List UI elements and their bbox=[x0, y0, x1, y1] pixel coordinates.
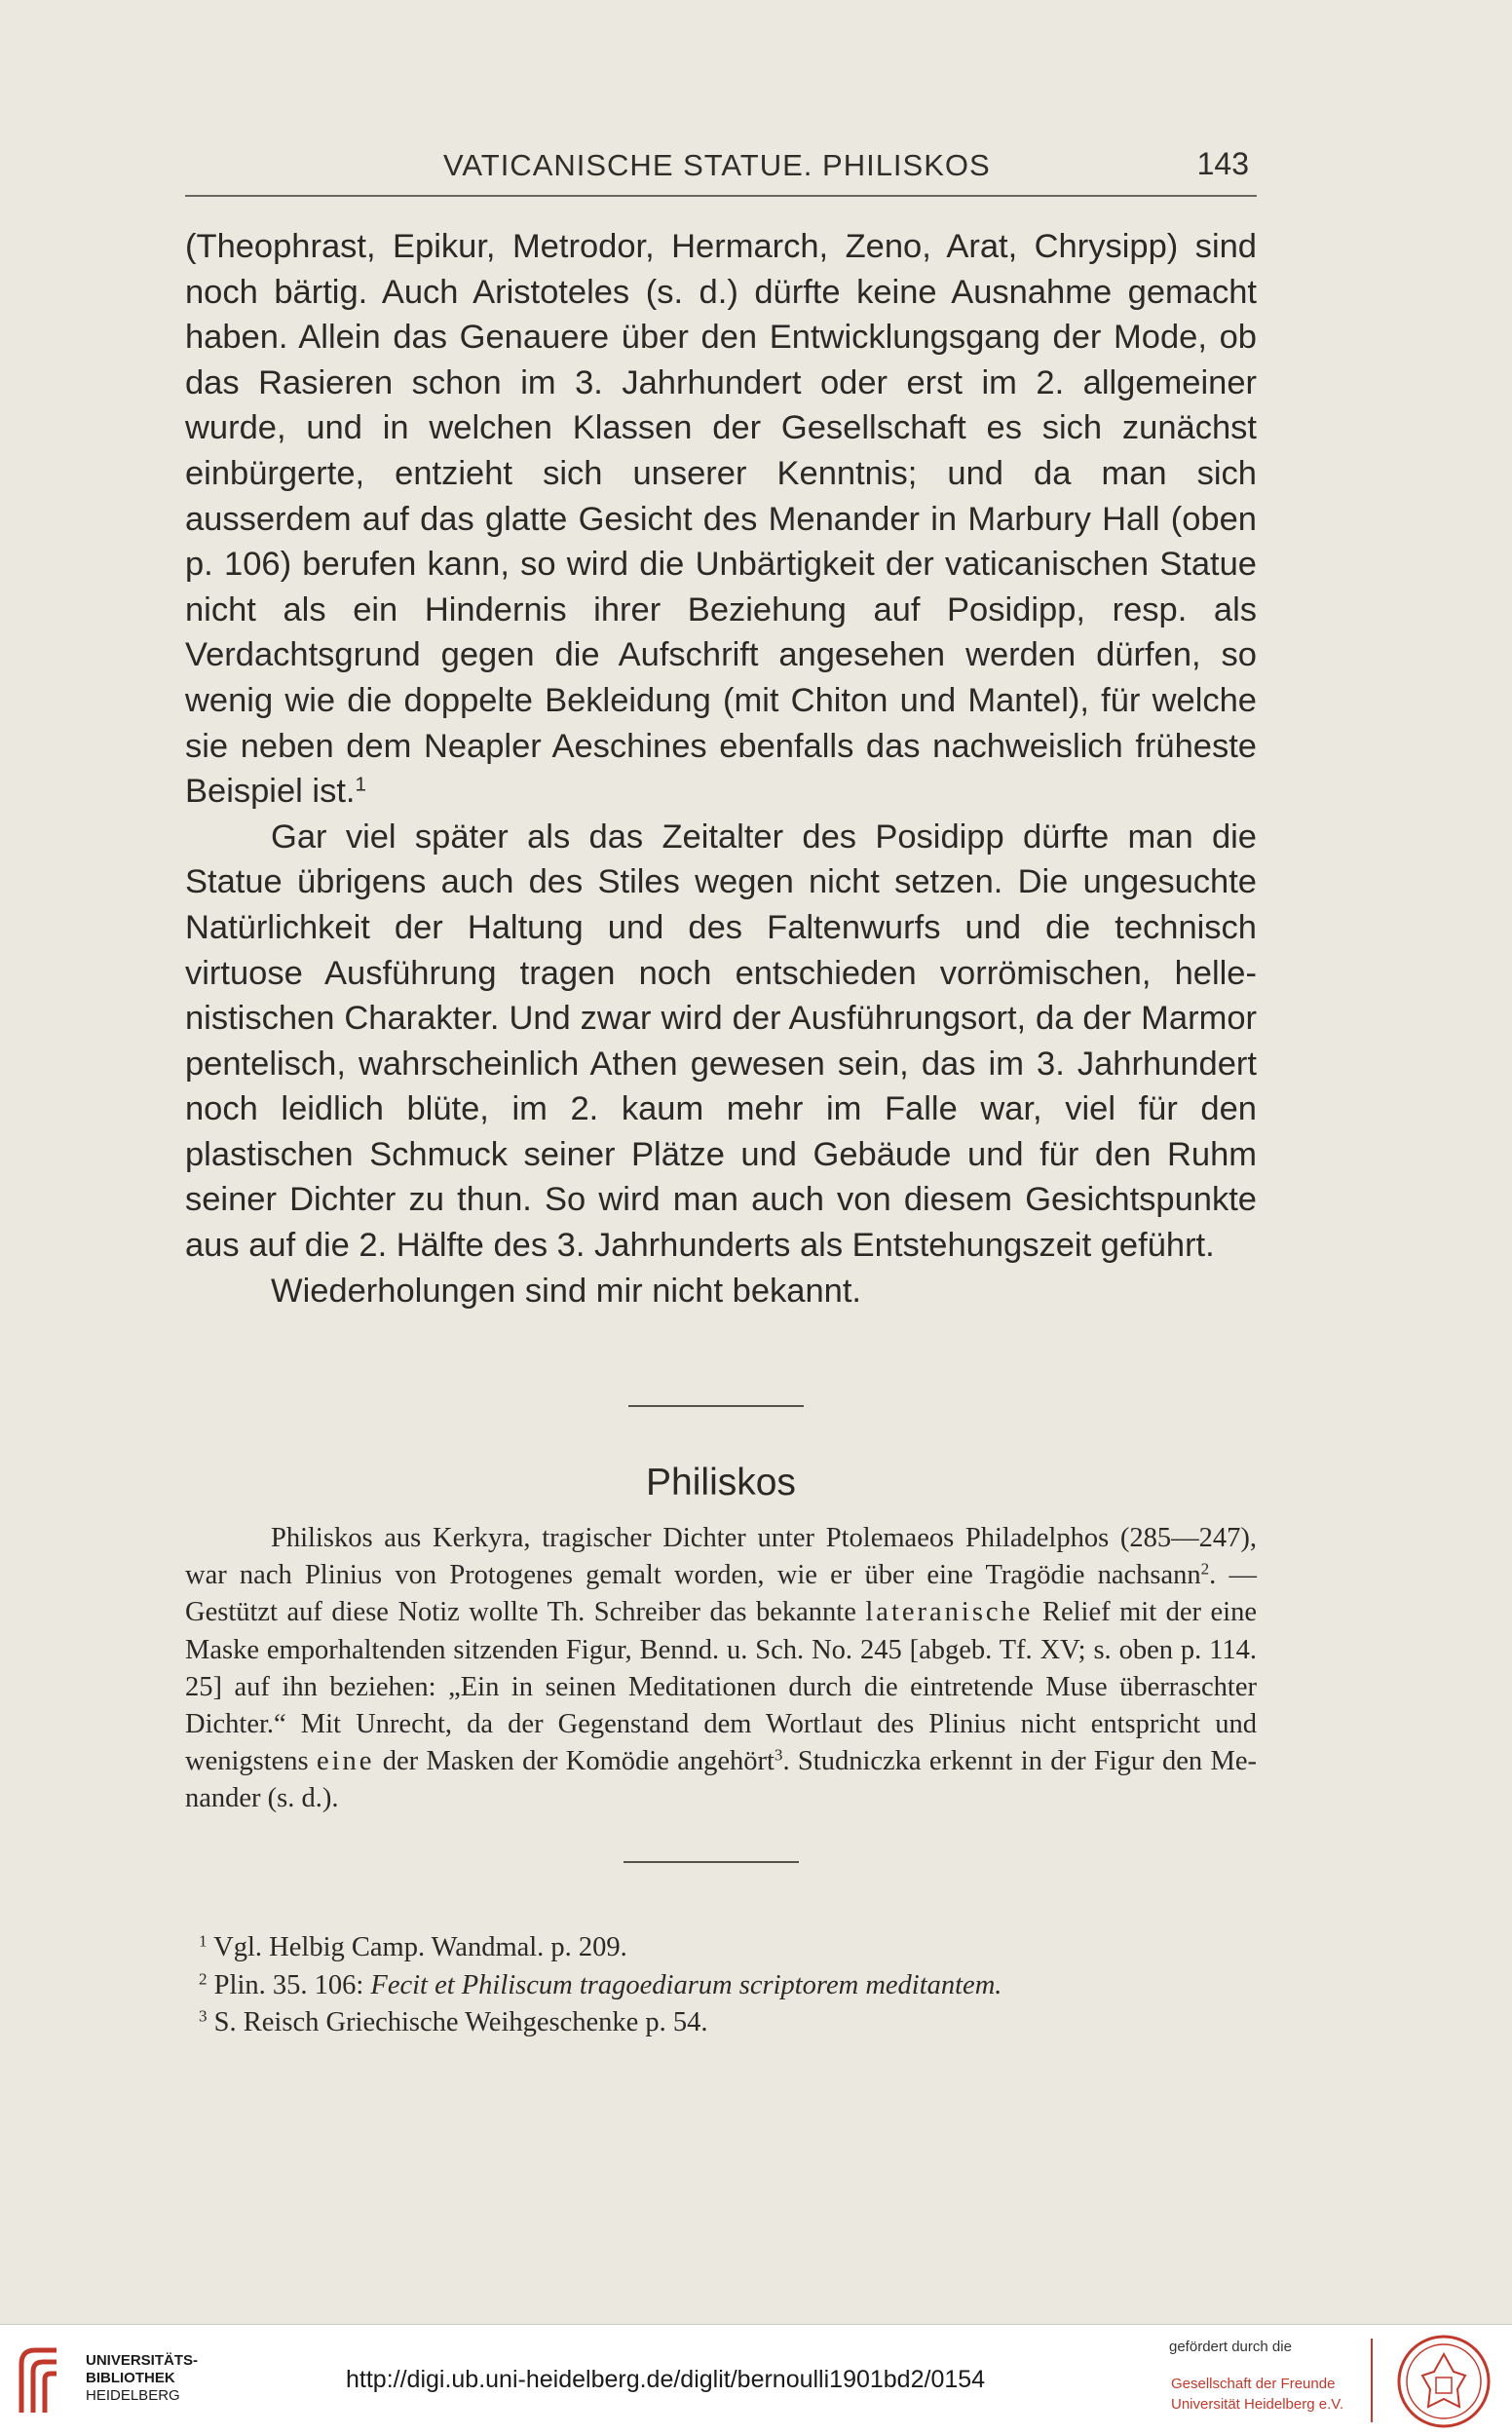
footnote-ref-1: 1 bbox=[355, 773, 367, 796]
body-text bbox=[185, 224, 1257, 1313]
running-title: VATICANISCHE STATUE. PHILISKOS bbox=[443, 148, 991, 182]
footnote-text: S. Reisch Griechische Weihgeschenke p. 54. bbox=[213, 2007, 708, 2037]
sponsor-line-2: Universität Heidelberg e.V. bbox=[1171, 2396, 1344, 2413]
footnote-ref-3: 3 bbox=[774, 1745, 783, 1765]
sponsor-line-1: Gesellschaft der Freunde bbox=[1171, 2376, 1336, 2392]
section-text-a: Philiskos aus Kerkyra, tragischer Dichter unter Ptolemaeos Philadelphos (285—247), war nach Plinius von Protogenes gemalt worden, wie er über eine Tragödie nachsann bbox=[185, 1523, 1257, 1591]
paragraph-1 bbox=[185, 224, 1257, 815]
section-paragraph bbox=[185, 1520, 1257, 1818]
section-spaced-a: lateranische bbox=[865, 1597, 1034, 1628]
paragraph-3: Wiederholungen sind mir nicht bekannt. bbox=[271, 1272, 862, 1310]
section-text-c: Relief mit der eine Maske emporhaltenden sitzenden Figur, Bennd. u. Sch. No. 245 [abgeb. Tf. XV; s. oben p. 114. 25] auf ihn beziehen: „Ein in seinen Meditationen durch die eintretende Muse überraschter Dichter.“ Mit Unrecht, da der Gegenstand dem Wortlaut des Plinius nicht entspricht und wenigstens bbox=[185, 1597, 1257, 1777]
footnote-1 bbox=[185, 1929, 1257, 1967]
library-line-2: BIBLIOTHEK bbox=[86, 2370, 175, 2386]
section-heading: Philiskos bbox=[646, 1462, 796, 1503]
page-number: 143 bbox=[1196, 146, 1249, 181]
footer-divider bbox=[1371, 2339, 1373, 2422]
university-seal-icon bbox=[1395, 2333, 1493, 2430]
footnote-2 bbox=[185, 1967, 1257, 2005]
footnote-italic-text: Fecit et Philiscum tragoediarum scriptorem meditantem. bbox=[370, 1969, 1002, 2000]
paragraph-1-text: (Theophrast, Epikur, Metrodor, Hermarch, Zeno, Arat, Chrysipp) sind noch bärtig. Auch Aristoteles (s. d.) dürfte keine Ausnahme gemacht haben. Allein das Genauere über den Entwicklungsgang der Mode, ob das Rasieren schon im 3. Jahrhundert oder erst im 2. allgemeiner wurde, und in welchen Klassen der Gesellschaft es sich zunächst einbürgerte, entzieht sich unserer Kenntnis; und da man sich ausserdem auf das glatte Gesicht des Menander in Marbury Hall (oben p. 106) berufen kann, so wird die Unbärtigkeit der vaticanischen Statue nicht als ein Hindernis ihrer Beziehung auf Posidipp, resp. als Verdachtsgrund gegen die Aufschrift angesehen werden dürfen, so wenig wie die doppelte Bekleidung (mit Chiton und Mantel), für welche sie neben dem Neapler Aeschines ebenfalls das nachweislich früheste Beispiel ist. bbox=[185, 228, 1257, 811]
footnote-text: Plin. 35. 106: bbox=[213, 1969, 371, 2000]
footnote-mark: 2 bbox=[199, 1969, 208, 1989]
section-divider bbox=[628, 1405, 804, 1407]
section-text-e: . Studniczka erkennt in der Figur den Menander (s. d.). bbox=[185, 1746, 1257, 1814]
library-logo-icon[interactable] bbox=[16, 2344, 62, 2415]
sponsor-name bbox=[1171, 2374, 1343, 2415]
section-text-b: . — Gestützt auf diese Notiz wollte Th. Schreiber das bekannte bbox=[185, 1560, 1258, 1628]
library-line-3: HEIDELBERG bbox=[86, 2387, 180, 2404]
paragraph-2: Gar viel später als das Zeitalter des Posidipp dürfte man die Statue übrigens auch des Stiles wegen nicht setzen. Die ungesuchte Natürlichkeit der Haltung und des Faltenwurfs und die technisch virtuose Ausführung tragen noch entschieden vorrömischen, hellenistischen Charakter. Und zwar wird der Ausführungsort, da der Marmor pentelisch, wahrscheinlich Athen gewesen sein, das im 3. Jahrhundert noch leidlich blüte, im 2. kaum mehr im Falle war, viel für den plastischen Schmuck seiner Plätze und Gebäude und für den Ruhm seiner Dichter zu thun. So wird man auch von diesem Gesichtspunkte aus auf die 2. Hälfte des 3. Jahrhunderts als Entstehungszeit geführt. bbox=[185, 818, 1257, 1265]
digitization-footer bbox=[0, 2324, 1512, 2435]
section-body bbox=[185, 1520, 1257, 1818]
footnote-divider bbox=[624, 1861, 799, 1863]
footnotes bbox=[185, 1929, 1257, 2042]
footnote-text: Vgl. Helbig Camp. Wandmal. p. 209. bbox=[213, 1932, 627, 1962]
library-name bbox=[86, 2352, 198, 2405]
permalink-url[interactable]: http://digi.ub.uni-heidelberg.de/diglit/bernoulli1901bd2/0154 bbox=[346, 2366, 986, 2393]
footnote-3 bbox=[185, 2004, 1257, 2042]
page-header bbox=[185, 140, 1257, 197]
section-spaced-b: eine bbox=[316, 1746, 375, 1777]
footnote-mark: 1 bbox=[199, 1931, 208, 1951]
sponsor-label: gefördert durch die bbox=[1169, 2339, 1292, 2355]
library-line-1: UNIVERSITÄTS- bbox=[86, 2352, 199, 2369]
section-text-d: der Masken der Komödie angehört bbox=[374, 1746, 775, 1777]
footnote-ref-2: 2 bbox=[1200, 1559, 1210, 1579]
footnote-mark: 3 bbox=[199, 2006, 208, 2026]
